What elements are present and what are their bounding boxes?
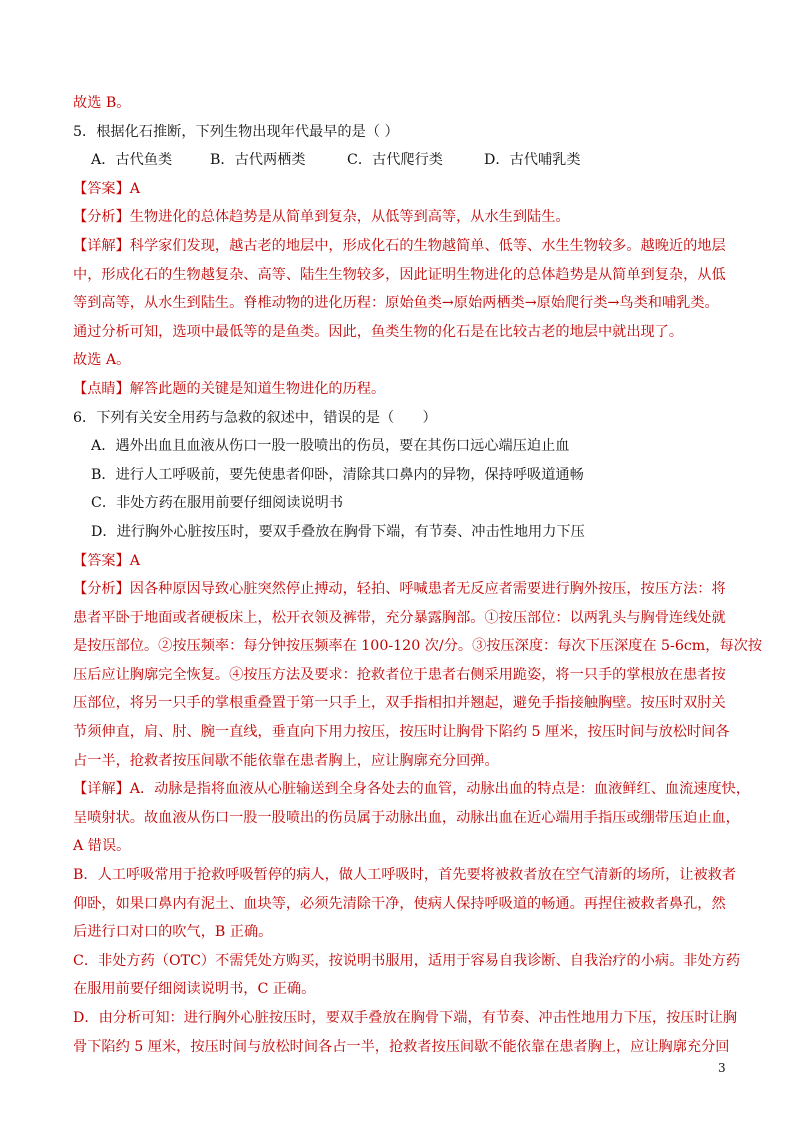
q6-detail-line: 呈喷射状。故血液从伤口一股一股喷出的伤员属于动脉出血，动脉出血在近心端用手指压或绷带压迫止血， bbox=[73, 809, 740, 826]
q6-analysis-line: 压后应让胸廓完全恢复。④按压方法及要求：抢救者位于患者右侧采用跪姿，将一只手的掌根放在患者按 bbox=[73, 666, 726, 683]
q6-analysis-line: 占一半，抢救者按压间歇不能依靠在患者胸上，应让胸廓充分回弹。 bbox=[73, 752, 499, 769]
q5-detail-line: 【详解】科学家们发现，越古老的地层中，形成化石的生物越简单、低等、水生生物较多。越晚近的地层 bbox=[73, 237, 726, 254]
q6-detail-line: 后进行口对口的吹气，B 正确。 bbox=[73, 924, 273, 941]
q6-option-d: D．进行胸外心脏按压时，要双手叠放在胸骨下端，有节奏、冲击性地用力下压 bbox=[91, 523, 585, 540]
q5-tip: 【点睛】解答此题的关键是知道生物进化的历程。 bbox=[73, 380, 386, 397]
q5-option-c: C．古代爬行类 bbox=[347, 152, 443, 169]
q5-option-a: A．古代鱼类 bbox=[91, 152, 173, 169]
q6-detail-line: B．人工呼吸常用于抢救呼吸暂停的病人，做人工呼吸时，首先要将被救者放在空气清新的场所，让被救者 bbox=[73, 867, 737, 884]
q5-detail-line: 通过分析可知，选项中最低等的是鱼类。因此，鱼类生物的化石是在比较古老的地层中就出现了。 bbox=[73, 323, 684, 340]
q6-detail-line: A 错误。 bbox=[73, 838, 131, 855]
q6-option-c: C．非处方药在服用前要仔细阅读说明书 bbox=[91, 495, 344, 512]
q5-analysis: 【分析】生物进化的总体趋势是从简单到复杂，从低等到高等，从水生到陆生。 bbox=[73, 209, 570, 226]
q5-option-d: D．古代哺乳类 bbox=[484, 152, 581, 169]
q6-option-a: A．遇外出血且血液从伤口一股一股喷出的伤员，要在其伤口远心端压迫止血 bbox=[91, 438, 570, 455]
q6-analysis-line: 是按压部位。②按压频率：每分钟按压频率在 100-120 次/分。③按压深度：每次下压深度在 5-6cm，每次按 bbox=[73, 638, 763, 655]
q5-detail-line: 中，形成化石的生物越复杂、高等、陆生生物较多，因此证明生物进化的总体趋势是从简单到复杂，从低 bbox=[73, 266, 726, 283]
q5-options bbox=[73, 146, 733, 175]
document-page bbox=[73, 89, 763, 1061]
q6-analysis-line: 患者平卧于地面或者硬板床上，松开衣领及裤带，充分暴露胸部。①按压部位：以两乳头与胸骨连线处就 bbox=[73, 609, 726, 626]
q6-option-b: B．进行人工呼吸前，要先使患者仰卧，清除其口鼻内的异物，保持呼吸道通畅 bbox=[91, 466, 584, 483]
q6-analysis-line: 压部位，将另一只手的掌根重叠置于第一只手上，双手指相扣并翘起，避免手指接触胸壁。按压时双肘关 bbox=[73, 695, 726, 712]
q6-detail-line: C．非处方药（OTC）不需凭处方购买，按说明书服用，适用于容易自我诊断、自我治疗的小病。非处方药 bbox=[73, 952, 741, 969]
q6-detail-line: 【详解】A．动脉是指将血液从心脏输送到全身各处去的血管，动脉出血的特点是：血液鲜红、血流速度快， bbox=[73, 781, 751, 798]
q6-stem: 6．下列有关安全用药与急救的叙述中，错误的是（ ） bbox=[73, 409, 437, 426]
q6-analysis-line: 【分析】因各种原因导致心脏突然停止搏动，轻拍、呼喊患者无反应者需要进行胸外按压，按压方法：将 bbox=[73, 581, 726, 598]
q6-detail-line: D．由分析可知：进行胸外心脏按压时，要双手叠放在胸骨下端，有节奏、冲击性地用力下压，按压时让胸 bbox=[73, 1010, 738, 1026]
q5-choose: 故选 A。 bbox=[73, 352, 131, 369]
q5-option-b: B．古代两栖类 bbox=[210, 152, 306, 169]
choose-b-line: 故选 B。 bbox=[73, 95, 131, 111]
q5-stem: 5．根据化石推断，下列生物出现年代最早的是（ ） bbox=[73, 123, 399, 140]
q6-analysis-line: 节须伸直，肩、肘、腕一直线，垂直向下用力按压，按压时让胸骨下陷约 5 厘米，按压时间与放松时间各 bbox=[73, 724, 730, 741]
q6-detail-line: 骨下陷约 5 厘米，按压时间与放松时间各占一半，抢救者按压间歇不能依靠在患者胸上，应让胸廓充分回 bbox=[73, 1038, 730, 1055]
page-number: 3 bbox=[718, 1061, 726, 1075]
q6-detail-line: 在服用前要仔细阅读说明书，C 正确。 bbox=[73, 981, 316, 998]
q5-answer: 【答案】A bbox=[73, 180, 140, 197]
q5-detail-line: 等到高等，从水生到陆生。脊椎动物的进化历程：原始鱼类→原始两栖类→原始爬行类→鸟类和哺乳类。 bbox=[73, 295, 719, 312]
q6-detail-line: 仰卧，如果口鼻内有泥土、血块等，必须先清除干净，使病人保持呼吸道的畅通。再捏住被救者鼻孔，然 bbox=[73, 895, 726, 912]
q6-answer: 【答案】A bbox=[73, 552, 140, 569]
